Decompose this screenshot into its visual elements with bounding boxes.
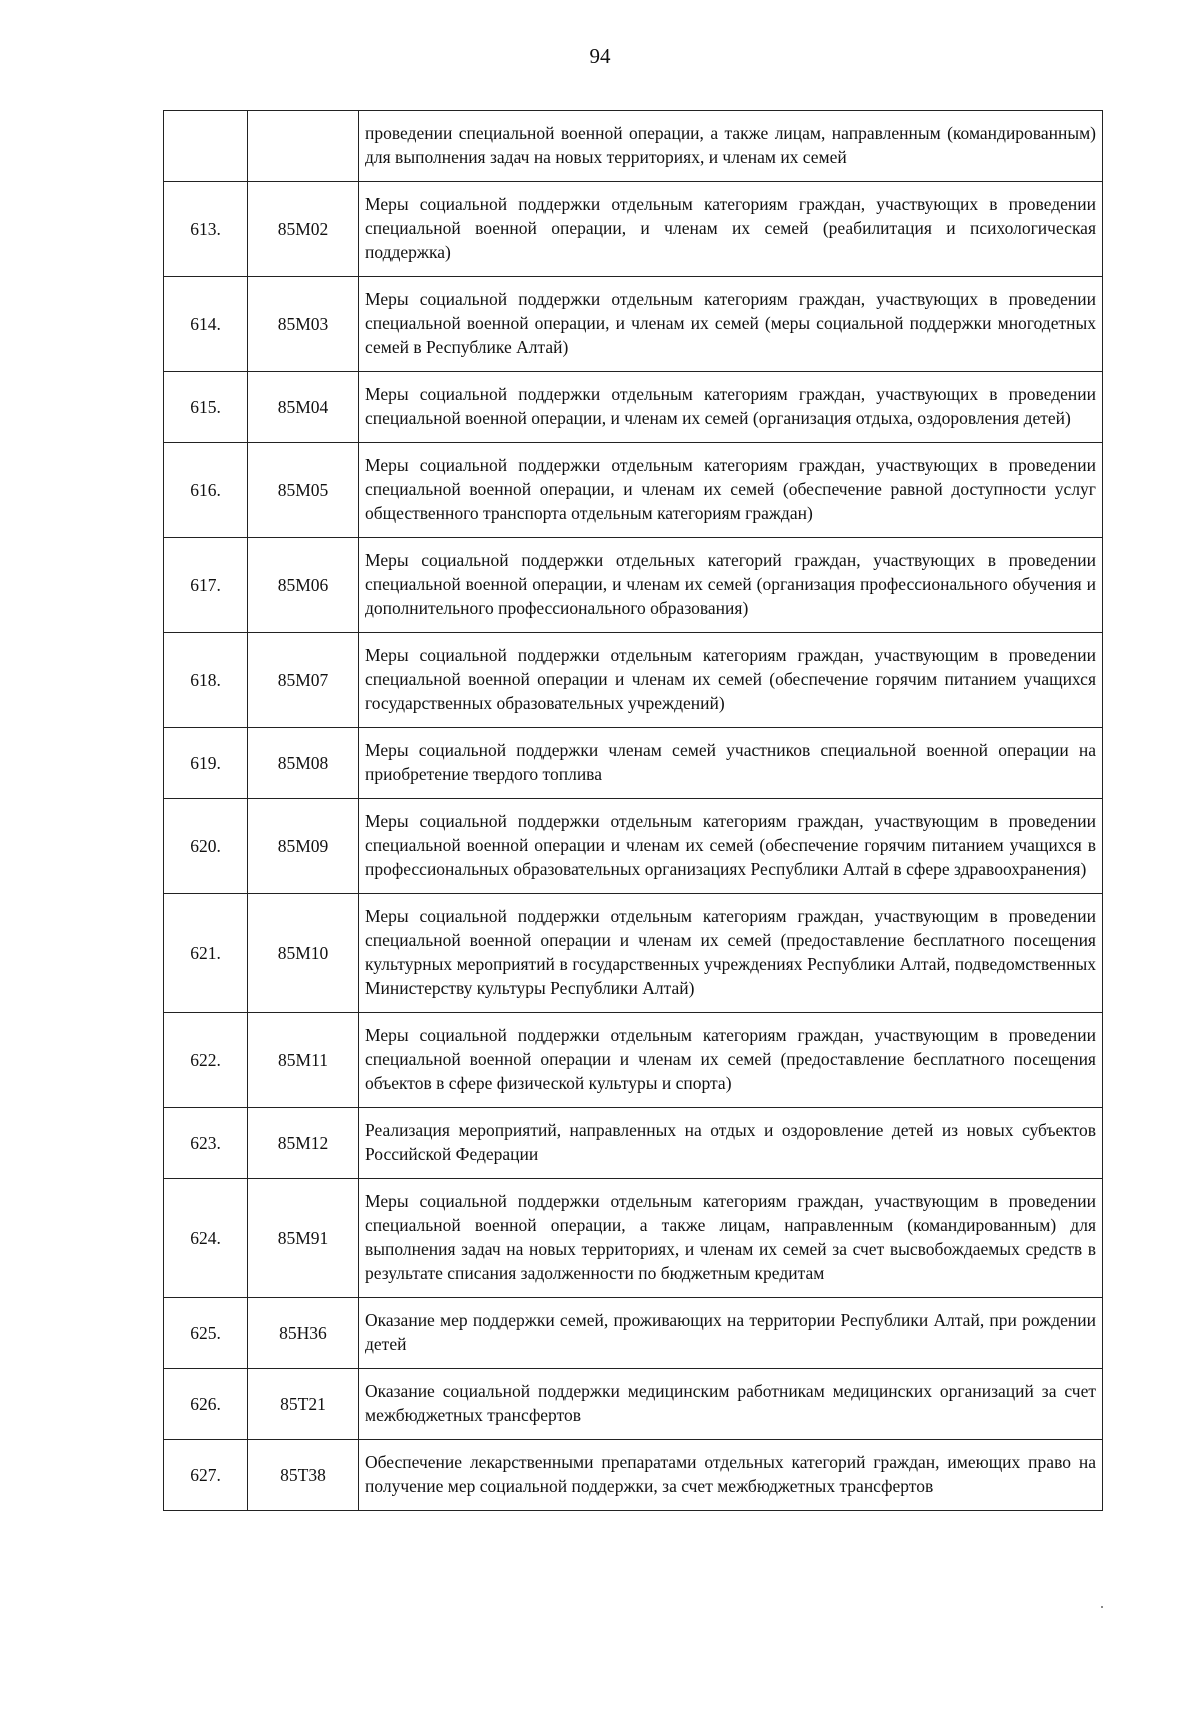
scan-speck xyxy=(1101,1606,1103,1608)
row-description: Меры социальной поддержки отдельным категориям граждан, участвующих в проведении специальной военной операции, и членам их семей (организация отдыха, оздоровления детей) xyxy=(359,372,1103,443)
table-row xyxy=(164,277,1103,372)
row-code: 85М02 xyxy=(248,182,359,277)
row-number: 627. xyxy=(164,1440,248,1511)
row-number: 626. xyxy=(164,1369,248,1440)
row-description: Обеспечение лекарственными препаратами отдельных категорий граждан, имеющих право на получение мер социальной поддержки, за счет межбюджетных трансфертов xyxy=(359,1440,1103,1511)
row-number xyxy=(164,111,248,182)
row-number: 613. xyxy=(164,182,248,277)
row-description: Меры социальной поддержки отдельным категориям граждан, участвующих в проведении специальной военной операции, и членам их семей (реабилитация и психологическая поддержка) xyxy=(359,182,1103,277)
table-row xyxy=(164,1369,1103,1440)
page-number: 94 xyxy=(589,44,611,68)
table-row xyxy=(164,633,1103,728)
row-number: 622. xyxy=(164,1013,248,1108)
row-description: Меры социальной поддержки отдельным категориям граждан, участвующих в проведении специальной военной операции, и членам их семей (обеспечение равной доступности услуг общественного транспорта отдельным категориям граждан) xyxy=(359,443,1103,538)
row-code: 85М04 xyxy=(248,372,359,443)
row-number: 618. xyxy=(164,633,248,728)
row-number: 619. xyxy=(164,728,248,799)
row-description: Меры социальной поддержки отдельным категориям граждан, участвующим в проведении специальной военной операции и членам их семей (обеспечение горячим питанием учащихся государственных образовательных учреждений) xyxy=(359,633,1103,728)
row-code: 85М11 xyxy=(248,1013,359,1108)
row-code: 85М03 xyxy=(248,277,359,372)
row-description: Меры социальной поддержки членам семей участников специальной военной операции на приобретение твердого топлива xyxy=(359,728,1103,799)
table-row xyxy=(164,1108,1103,1179)
row-code: 85Н36 xyxy=(248,1298,359,1369)
table-row xyxy=(164,182,1103,277)
table-row xyxy=(164,894,1103,1013)
row-code: 85М91 xyxy=(248,1179,359,1298)
row-number: 623. xyxy=(164,1108,248,1179)
row-description: Меры социальной поддержки отдельных категорий граждан, участвующих в проведении специальной военной операции, и членам их семей (организация профессионального обучения и дополнительного профессионального образования) xyxy=(359,538,1103,633)
table-row xyxy=(164,728,1103,799)
row-code: 85М09 xyxy=(248,799,359,894)
table-row xyxy=(164,1013,1103,1108)
row-number: 614. xyxy=(164,277,248,372)
row-description: Оказание социальной поддержки медицинским работникам медицинских организаций за счет межбюджетных трансфертов xyxy=(359,1369,1103,1440)
table-row xyxy=(164,443,1103,538)
row-description: Меры социальной поддержки отдельным категориям граждан, участвующим в проведении специальной военной операции, а также лицам, направленным (командированным) для выполнения задач на новых территориях, и членам их семей за счет высвобождаемых средств в результате списания задолженности по бюджетным кредитам xyxy=(359,1179,1103,1298)
row-code: 85М08 xyxy=(248,728,359,799)
row-description: Меры социальной поддержки отдельным категориям граждан, участвующих в проведении специальной военной операции, и членам их семей (меры социальной поддержки многодетных семей в Республике Алтай) xyxy=(359,277,1103,372)
row-code xyxy=(248,111,359,182)
row-number: 624. xyxy=(164,1179,248,1298)
row-description: проведении специальной военной операции, а также лицам, направленным (командированным) для выполнения задач на новых территориях, и членам их семей xyxy=(359,111,1103,182)
row-code: 85Т38 xyxy=(248,1440,359,1511)
row-description: Меры социальной поддержки отдельным категориям граждан, участвующим в проведении специальной военной операции и членам их семей (предоставление бесплатного посещения объектов в сфере физической культуры и спорта) xyxy=(359,1013,1103,1108)
table-row xyxy=(164,111,1103,182)
row-description: Оказание мер поддержки семей, проживающих на территории Республики Алтай, при рождении детей xyxy=(359,1298,1103,1369)
table-row xyxy=(164,372,1103,443)
row-number: 620. xyxy=(164,799,248,894)
row-code: 85М12 xyxy=(248,1108,359,1179)
row-number: 621. xyxy=(164,894,248,1013)
table-row xyxy=(164,1298,1103,1369)
table-row xyxy=(164,1179,1103,1298)
row-number: 616. xyxy=(164,443,248,538)
table-row xyxy=(164,799,1103,894)
row-number: 617. xyxy=(164,538,248,633)
row-number: 615. xyxy=(164,372,248,443)
budget-codes-table xyxy=(163,110,1103,1511)
row-code: 85Т21 xyxy=(248,1369,359,1440)
row-code: 85М10 xyxy=(248,894,359,1013)
row-code: 85М06 xyxy=(248,538,359,633)
row-number: 625. xyxy=(164,1298,248,1369)
row-description: Меры социальной поддержки отдельным категориям граждан, участвующим в проведении специальной военной операции и членам их семей (предоставление бесплатного посещения культурных мероприятий в государственных учреждениях Республики Алтай, подведомственных Министерству культуры Республики Алтай) xyxy=(359,894,1103,1013)
row-description: Меры социальной поддержки отдельным категориям граждан, участвующим в проведении специальной военной операции и членам их семей (обеспечение горячим питанием учащихся в профессиональных образовательных организациях Республики Алтай в сфере здравоохранения) xyxy=(359,799,1103,894)
row-description: Реализация мероприятий, направленных на отдых и оздоровление детей из новых субъектов Российской Федерации xyxy=(359,1108,1103,1179)
table-row xyxy=(164,538,1103,633)
row-code: 85М07 xyxy=(248,633,359,728)
table-row xyxy=(164,1440,1103,1511)
row-code: 85М05 xyxy=(248,443,359,538)
